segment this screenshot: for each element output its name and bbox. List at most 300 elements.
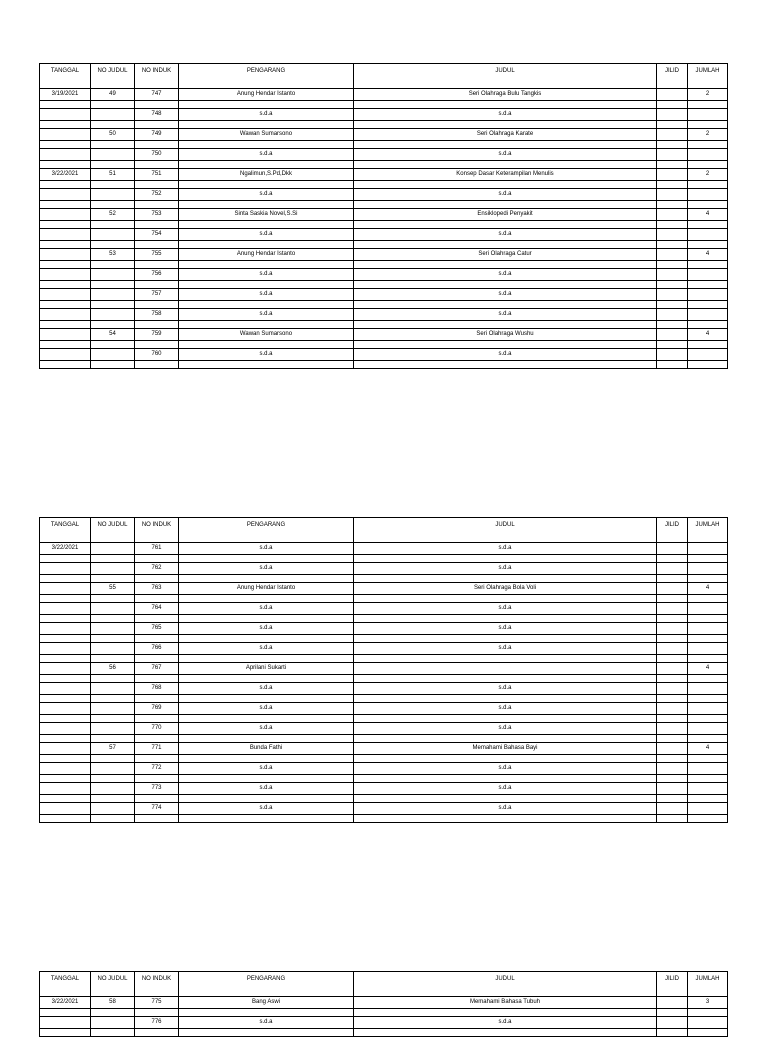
table-row (40, 583, 728, 595)
cell-no-judul: 49 (91, 89, 135, 101)
spacer-cell (135, 241, 179, 249)
cell-pengarang: s.d.a (179, 289, 354, 301)
cell-jumlah (688, 803, 728, 815)
cell-jilid (657, 643, 688, 655)
cell-pengarang: Aprilani Sukarti (179, 663, 354, 675)
cell-judul: s.d.a (354, 289, 657, 301)
cell-judul: Konsep Dasar Keterampilan Menulis (354, 169, 657, 181)
table-row (40, 89, 728, 101)
spacer-cell (688, 101, 728, 109)
cell-jilid (657, 269, 688, 281)
spacer-cell (91, 575, 135, 583)
spacer-cell (657, 655, 688, 663)
cell-judul: s.d.a (354, 309, 657, 321)
spacer-cell (40, 555, 91, 563)
cell-jumlah (688, 723, 728, 735)
book-register-table-2 (39, 517, 727, 823)
cell-tanggal (40, 249, 91, 261)
table-row (40, 149, 728, 161)
cell-no-induk: 766 (135, 643, 179, 655)
spacer-cell (135, 755, 179, 763)
spacer-cell (657, 615, 688, 623)
cell-no-judul: 56 (91, 663, 135, 675)
cell-tanggal: 3/22/2021 (40, 169, 91, 181)
spacer-cell (354, 1029, 657, 1037)
cell-no-induk: 760 (135, 349, 179, 361)
spacer-cell (91, 1029, 135, 1037)
spacer-cell (657, 595, 688, 603)
cell-jilid (657, 703, 688, 715)
spacer-cell (91, 261, 135, 269)
cell-no-judul: 50 (91, 129, 135, 141)
cell-no-induk: 757 (135, 289, 179, 301)
cell-no-induk: 751 (135, 169, 179, 181)
spacer-cell (354, 281, 657, 289)
cell-judul: s.d.a (354, 643, 657, 655)
cell-jilid (657, 229, 688, 241)
spacer-cell (40, 615, 91, 623)
table-row (40, 543, 728, 555)
spacer-row (40, 341, 728, 349)
cell-jilid (657, 109, 688, 121)
spacer-cell (688, 241, 728, 249)
cell-jumlah (688, 149, 728, 161)
spacer-cell (688, 635, 728, 643)
cell-jilid (657, 249, 688, 261)
spacer-row (40, 755, 728, 763)
cell-pengarang: s.d.a (179, 269, 354, 281)
cell-judul: s.d.a (354, 603, 657, 615)
spacer-cell (657, 1029, 688, 1037)
cell-no-induk: 758 (135, 309, 179, 321)
cell-jumlah: 4 (688, 663, 728, 675)
spacer-cell (354, 775, 657, 783)
spacer-cell (657, 161, 688, 169)
spacer-cell (91, 635, 135, 643)
spacer-row (40, 161, 728, 169)
spacer-cell (688, 615, 728, 623)
table-row (40, 623, 728, 635)
cell-jumlah (688, 189, 728, 201)
cell-tanggal (40, 763, 91, 775)
spacer-cell (135, 555, 179, 563)
cell-pengarang: s.d.a (179, 229, 354, 241)
cell-tanggal (40, 149, 91, 161)
cell-pengarang: Anung Hendar Istanto (179, 89, 354, 101)
spacer-cell (354, 735, 657, 743)
spacer-cell (40, 775, 91, 783)
register-table (39, 517, 728, 823)
spacer-cell (657, 815, 688, 823)
cell-jumlah (688, 229, 728, 241)
spacer-row (40, 815, 728, 823)
cell-no-induk: 771 (135, 743, 179, 755)
cell-tanggal (40, 723, 91, 735)
cell-judul: Seri Olahraga Catur (354, 249, 657, 261)
spacer-cell (657, 775, 688, 783)
spacer-cell (657, 101, 688, 109)
cell-judul: Memahami Bahasa Bayi (354, 743, 657, 755)
table-row (40, 603, 728, 615)
cell-jilid (657, 543, 688, 555)
spacer-cell (179, 795, 354, 803)
cell-no-induk: 774 (135, 803, 179, 815)
spacer-cell (40, 675, 91, 683)
spacer-cell (135, 301, 179, 309)
cell-judul: Seri Olahraga Bulu Tangkis (354, 89, 657, 101)
cell-jilid (657, 723, 688, 735)
cell-pengarang: s.d.a (179, 349, 354, 361)
table-row (40, 563, 728, 575)
cell-no-judul (91, 783, 135, 795)
spacer-cell (179, 715, 354, 723)
cell-jumlah: 2 (688, 89, 728, 101)
cell-no-induk: 768 (135, 683, 179, 695)
book-register-table-1 (39, 63, 727, 369)
table-row (40, 643, 728, 655)
spacer-cell (179, 221, 354, 229)
spacer-cell (91, 161, 135, 169)
cell-judul: Memahami Bahasa Tubuh (354, 997, 657, 1009)
cell-judul: Ensiklopedi Penyakit (354, 209, 657, 221)
spacer-cell (91, 1009, 135, 1017)
cell-no-induk: 772 (135, 763, 179, 775)
spacer-cell (179, 655, 354, 663)
cell-pengarang: s.d.a (179, 763, 354, 775)
cell-no-judul (91, 229, 135, 241)
spacer-cell (688, 775, 728, 783)
spacer-cell (91, 675, 135, 683)
cell-jumlah (688, 269, 728, 281)
cell-tanggal (40, 289, 91, 301)
cell-pengarang: Ngalimun,S.Pd,Dkk (179, 169, 354, 181)
spacer-cell (657, 201, 688, 209)
spacer-cell (354, 635, 657, 643)
header-row (40, 64, 728, 89)
cell-tanggal: 3/19/2021 (40, 89, 91, 101)
spacer-cell (657, 361, 688, 369)
cell-jumlah (688, 603, 728, 615)
cell-pengarang: s.d.a (179, 563, 354, 575)
spacer-cell (179, 735, 354, 743)
spacer-cell (688, 341, 728, 349)
cell-judul: s.d.a (354, 803, 657, 815)
header-tanggal: TANGGAL (40, 518, 91, 543)
spacer-cell (688, 181, 728, 189)
spacer-cell (354, 695, 657, 703)
table-row (40, 763, 728, 775)
cell-jumlah (688, 349, 728, 361)
cell-judul: Seri Olahraga Bola Voli (354, 583, 657, 595)
cell-jilid (657, 149, 688, 161)
spacer-cell (179, 595, 354, 603)
cell-jilid (657, 763, 688, 775)
spacer-row (40, 101, 728, 109)
cell-judul: s.d.a (354, 269, 657, 281)
spacer-row (40, 795, 728, 803)
spacer-cell (657, 221, 688, 229)
cell-jilid (657, 89, 688, 101)
cell-tanggal (40, 109, 91, 121)
spacer-cell (354, 755, 657, 763)
spacer-cell (688, 715, 728, 723)
spacer-cell (135, 595, 179, 603)
register-table (39, 971, 728, 1037)
spacer-cell (657, 341, 688, 349)
spacer-cell (688, 1029, 728, 1037)
spacer-cell (179, 775, 354, 783)
header-no-judul: NO JUDUL (91, 518, 135, 543)
header-pengarang: PENGARANG (179, 518, 354, 543)
spacer-row (40, 575, 728, 583)
spacer-cell (688, 675, 728, 683)
cell-tanggal (40, 349, 91, 361)
header-no-induk: NO INDUK (135, 518, 179, 543)
cell-jilid (657, 349, 688, 361)
header-pengarang: PENGARANG (179, 64, 354, 89)
cell-no-judul (91, 723, 135, 735)
cell-no-induk: 770 (135, 723, 179, 735)
spacer-cell (40, 181, 91, 189)
cell-tanggal (40, 189, 91, 201)
cell-pengarang: s.d.a (179, 543, 354, 555)
table-row (40, 229, 728, 241)
cell-tanggal (40, 603, 91, 615)
cell-jumlah (688, 703, 728, 715)
cell-no-judul: 51 (91, 169, 135, 181)
cell-pengarang: s.d.a (179, 643, 354, 655)
spacer-cell (354, 301, 657, 309)
header-no-judul: NO JUDUL (91, 972, 135, 997)
spacer-cell (688, 655, 728, 663)
cell-tanggal (40, 309, 91, 321)
cell-tanggal (40, 563, 91, 575)
spacer-cell (179, 1029, 354, 1037)
spacer-cell (91, 121, 135, 129)
spacer-cell (688, 815, 728, 823)
spacer-cell (688, 121, 728, 129)
spacer-cell (657, 241, 688, 249)
spacer-cell (135, 715, 179, 723)
spacer-cell (354, 101, 657, 109)
spacer-row (40, 635, 728, 643)
spacer-cell (40, 121, 91, 129)
spacer-cell (135, 795, 179, 803)
cell-pengarang: s.d.a (179, 149, 354, 161)
spacer-row (40, 695, 728, 703)
header-no-induk: NO INDUK (135, 972, 179, 997)
cell-jilid (657, 603, 688, 615)
cell-no-judul (91, 109, 135, 121)
spacer-cell (354, 141, 657, 149)
spacer-cell (91, 341, 135, 349)
spacer-cell (657, 715, 688, 723)
table-row (40, 329, 728, 341)
spacer-cell (657, 261, 688, 269)
spacer-row (40, 1009, 728, 1017)
spacer-cell (91, 795, 135, 803)
spacer-cell (135, 815, 179, 823)
cell-jumlah: 4 (688, 249, 728, 261)
cell-jumlah: 3 (688, 997, 728, 1009)
spacer-cell (40, 755, 91, 763)
spacer-cell (179, 241, 354, 249)
cell-jumlah (688, 623, 728, 635)
book-register-table-3 (39, 971, 727, 1037)
cell-jilid (657, 997, 688, 1009)
spacer-cell (688, 595, 728, 603)
spacer-cell (688, 735, 728, 743)
spacer-cell (354, 321, 657, 329)
spacer-cell (91, 655, 135, 663)
spacer-cell (688, 361, 728, 369)
spacer-row (40, 675, 728, 683)
spacer-cell (179, 815, 354, 823)
spacer-cell (40, 221, 91, 229)
spacer-cell (657, 121, 688, 129)
cell-no-judul (91, 543, 135, 555)
cell-jumlah: 4 (688, 583, 728, 595)
spacer-row (40, 241, 728, 249)
spacer-cell (179, 361, 354, 369)
cell-tanggal (40, 329, 91, 341)
spacer-cell (354, 1009, 657, 1017)
header-jilid: JILID (657, 518, 688, 543)
spacer-row (40, 615, 728, 623)
spacer-cell (179, 181, 354, 189)
cell-pengarang: Anung Hendar Istanto (179, 583, 354, 595)
spacer-row (40, 1029, 728, 1037)
spacer-row (40, 201, 728, 209)
spacer-cell (657, 675, 688, 683)
spacer-cell (40, 341, 91, 349)
spacer-cell (91, 695, 135, 703)
cell-judul: s.d.a (354, 109, 657, 121)
spacer-row (40, 281, 728, 289)
spacer-cell (91, 181, 135, 189)
cell-jumlah (688, 1017, 728, 1029)
header-no-induk: NO INDUK (135, 64, 179, 89)
spacer-cell (179, 141, 354, 149)
cell-jumlah (688, 309, 728, 321)
spacer-cell (354, 595, 657, 603)
cell-jilid (657, 663, 688, 675)
spacer-cell (688, 695, 728, 703)
cell-no-judul (91, 623, 135, 635)
spacer-cell (688, 321, 728, 329)
cell-jumlah (688, 109, 728, 121)
table-row (40, 663, 728, 675)
cell-no-induk: 756 (135, 269, 179, 281)
spacer-cell (179, 201, 354, 209)
spacer-cell (135, 695, 179, 703)
spacer-cell (40, 361, 91, 369)
cell-jilid (657, 563, 688, 575)
cell-pengarang: s.d.a (179, 723, 354, 735)
spacer-cell (179, 755, 354, 763)
spacer-row (40, 361, 728, 369)
cell-no-induk: 761 (135, 543, 179, 555)
spacer-row (40, 301, 728, 309)
cell-no-judul: 55 (91, 583, 135, 595)
cell-jilid (657, 583, 688, 595)
header-tanggal: TANGGAL (40, 972, 91, 997)
cell-pengarang: s.d.a (179, 803, 354, 815)
cell-no-induk: 767 (135, 663, 179, 675)
cell-tanggal (40, 663, 91, 675)
cell-no-judul (91, 683, 135, 695)
cell-no-induk: 769 (135, 703, 179, 715)
spacer-cell (179, 121, 354, 129)
cell-tanggal (40, 703, 91, 715)
spacer-cell (179, 341, 354, 349)
table-row (40, 289, 728, 301)
spacer-cell (179, 301, 354, 309)
spacer-cell (688, 161, 728, 169)
cell-tanggal (40, 209, 91, 221)
spacer-cell (91, 555, 135, 563)
header-row (40, 518, 728, 543)
spacer-cell (40, 281, 91, 289)
cell-jumlah: 4 (688, 743, 728, 755)
cell-no-judul (91, 189, 135, 201)
cell-jilid (657, 209, 688, 221)
cell-jilid (657, 743, 688, 755)
spacer-cell (40, 101, 91, 109)
cell-no-judul: 58 (91, 997, 135, 1009)
spacer-row (40, 141, 728, 149)
cell-jilid (657, 169, 688, 181)
cell-no-induk: 749 (135, 129, 179, 141)
spacer-cell (40, 655, 91, 663)
header-jilid: JILID (657, 972, 688, 997)
header-judul: JUDUL (354, 972, 657, 997)
cell-no-induk: 759 (135, 329, 179, 341)
table-row (40, 269, 728, 281)
spacer-cell (657, 795, 688, 803)
cell-judul: s.d.a (354, 623, 657, 635)
cell-jumlah: 2 (688, 129, 728, 141)
table-row (40, 743, 728, 755)
cell-pengarang: Bang Aswi (179, 997, 354, 1009)
cell-pengarang: s.d.a (179, 309, 354, 321)
cell-tanggal (40, 623, 91, 635)
cell-no-judul (91, 643, 135, 655)
spacer-cell (354, 121, 657, 129)
cell-no-induk: 775 (135, 997, 179, 1009)
cell-judul (354, 663, 657, 675)
cell-pengarang: Bunda Fathi (179, 743, 354, 755)
cell-jumlah (688, 783, 728, 795)
cell-pengarang: s.d.a (179, 189, 354, 201)
spacer-cell (135, 161, 179, 169)
spacer-cell (657, 575, 688, 583)
spacer-cell (135, 341, 179, 349)
cell-tanggal (40, 683, 91, 695)
table-row (40, 723, 728, 735)
spacer-cell (179, 161, 354, 169)
spacer-cell (40, 241, 91, 249)
spacer-cell (135, 675, 179, 683)
spacer-cell (40, 635, 91, 643)
cell-no-judul (91, 349, 135, 361)
spacer-cell (135, 615, 179, 623)
spacer-cell (179, 575, 354, 583)
cell-tanggal (40, 743, 91, 755)
spacer-cell (688, 575, 728, 583)
cell-jumlah (688, 289, 728, 301)
cell-no-induk: 753 (135, 209, 179, 221)
